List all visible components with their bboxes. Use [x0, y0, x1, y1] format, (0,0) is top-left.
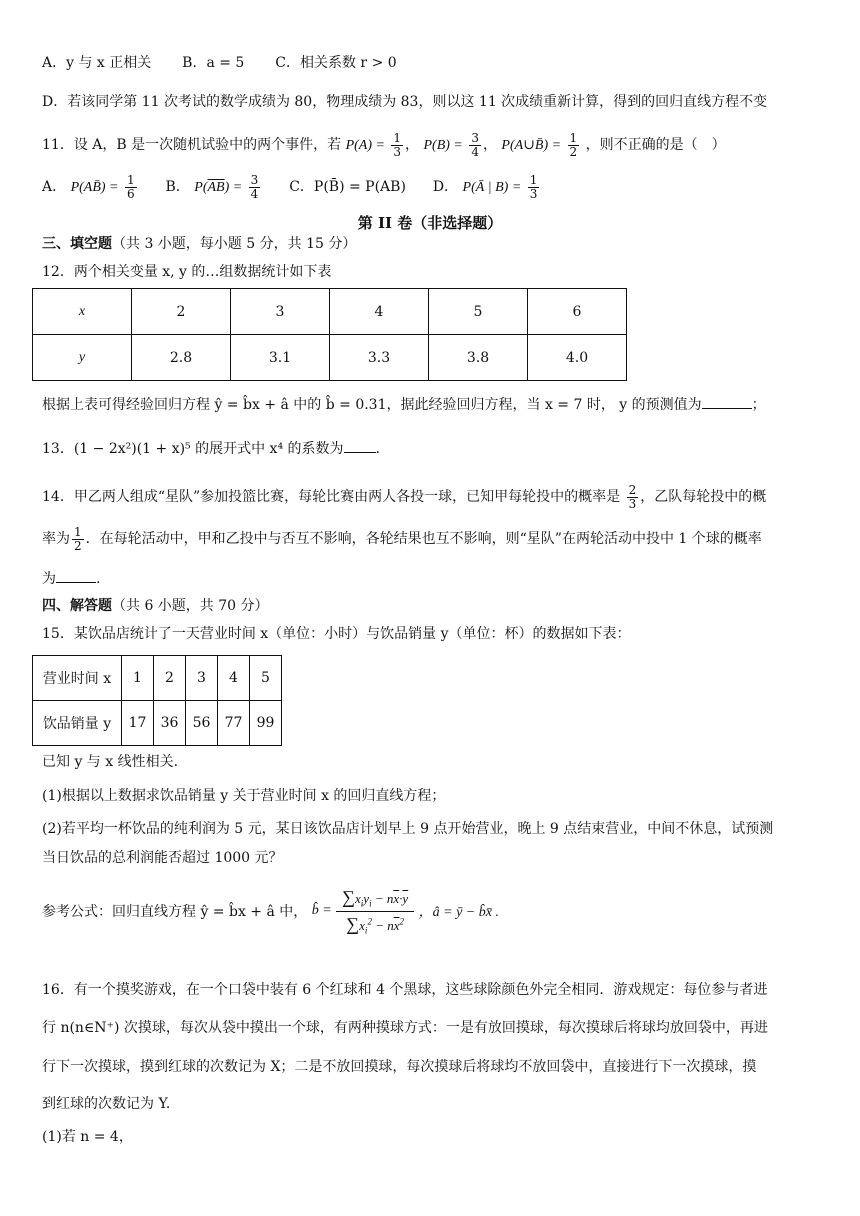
table-cell: 4: [330, 289, 429, 335]
table-cell: 2.8: [132, 335, 231, 381]
q14-answer-blank[interactable]: [56, 568, 96, 583]
table-cell: 1: [122, 656, 154, 701]
table-row: [33, 335, 627, 381]
q13-answer-blank[interactable]: [344, 438, 376, 453]
table-row: [33, 701, 282, 746]
q10-option-row: [42, 53, 397, 73]
q15-known: 已知 y 与 x 线性相关.: [42, 754, 179, 770]
table-cell: 2: [132, 289, 231, 335]
q12-text-tail: ；: [751, 397, 766, 413]
q13-text-body: 13．(1 − 2x²)(1 + x)⁵ 的展开式中 x⁴ 的系数为: [42, 441, 344, 457]
q10-option-c: C．相关系数 r > 0: [275, 55, 397, 71]
table-cell-y-label: y: [33, 335, 132, 381]
table-row: [33, 656, 282, 701]
q10-option-a: A．y 与 x 正相关: [42, 55, 152, 71]
q14-line-3-tail: .: [96, 571, 101, 587]
fill-section-label: 三、填空题: [42, 236, 112, 252]
q15-table: [32, 655, 282, 746]
table-cell: 17: [122, 701, 154, 746]
table-cell: 99: [250, 701, 282, 746]
table-cell-x-label: x: [33, 289, 132, 335]
q12-stem: 12．两个相关变量 x, y 的…组数据统计如下表: [42, 264, 332, 280]
q15-ref-text: 参考公式：回归直线方程 ŷ = b̂x + â 中，: [42, 904, 308, 921]
solve-section-note: （共 6 小题，共 70 分）: [112, 598, 269, 614]
table-cell: 4.0: [528, 335, 627, 381]
q14-frac-2-3: $\frac{2}{3}$: [628, 482, 637, 511]
table-cell: 6: [528, 289, 627, 335]
table-cell: 3: [231, 289, 330, 335]
table-cell: 36: [154, 701, 186, 746]
table-cell: 3.3: [330, 335, 429, 381]
q14-line-2-head: 率为: [42, 531, 70, 547]
q11-option-d-label: D．: [432, 179, 459, 195]
q11-frac-3-4: $\frac{3}{4}$: [471, 130, 479, 159]
q14-line-1: [42, 480, 766, 514]
q12-text-body: 根据上表可得经验回归方程 ŷ = b̂x + â 中的 b̂ = 0.31，据此经验回归方程，当 x = 7 时， y 的预测值为: [42, 397, 702, 413]
q11-stem: 11．设 A，B 是一次随机试验中的两个事件，若 P(A) = $\frac{1}{3}$ ， P(B) = $\frac{3}{4}$ ， P(A∪B̄) = $\frac{1}{2}$ ，则不正确的是（ ）: [42, 130, 726, 159]
q11-option-d-frac: $\frac{1}{3}$: [529, 172, 538, 201]
q14-line-2-text: ．在每轮活动中，甲和乙投中与否互不影响，各轮结果也互不影响，则“星队”在两轮活动中投中 1 个球的概率: [85, 531, 762, 547]
q11-frac-1-3: $\frac{1}{3}$: [393, 130, 402, 159]
table-cell: 3: [186, 656, 218, 701]
fill-section-note: （共 3 小题，每小题 5 分，共 15 分）: [112, 236, 357, 252]
q15-part-2-line-2: 当日饮品的总利润能否超过 1000 元？: [42, 850, 283, 866]
solve-section-header: [42, 596, 269, 616]
q11-option-a-expr: P(AB̄) =: [70, 180, 119, 195]
table-cell: 3.1: [231, 335, 330, 381]
q15-reference-formula: [42, 885, 499, 937]
q12-answer-blank[interactable]: [702, 394, 752, 409]
solve-section-label: 四、解答题: [42, 598, 112, 614]
q11-option-d-expr: P(Ā | B) =: [462, 180, 522, 195]
q16-part-1: (1)若 n = 4，: [42, 1129, 133, 1145]
q13-text-tail: .: [375, 441, 380, 457]
q11-p-b: P(B) =: [423, 138, 463, 153]
q13-text: [42, 438, 380, 459]
q12-table: [32, 288, 627, 381]
q10-option-d: D．若该同学第 11 次考试的数学成绩为 80，物理成绩为 83，则以这 11 次成绩重新计算，得到的回归直线方程不变: [42, 94, 768, 110]
q14-line-1-tail: ，乙队每轮投中的概: [640, 489, 767, 505]
q11-p-a: P(A) =: [345, 138, 385, 153]
q14-line-2: [42, 522, 762, 556]
q16-line-2: 行 n(n∈N⁺) 次摸球，每次从袋中摸出一个球，有两种摸球方式：一是有放回摸球，每次摸球后将球均放回袋中，再进: [42, 1020, 768, 1036]
q11-frac-1-2: $\frac{1}{2}$: [569, 130, 578, 159]
table-cell-x-label: 营业时间 x: [33, 656, 122, 701]
q11-option-b-label: B．: [165, 179, 190, 195]
q14-line-3-head: 为: [42, 571, 56, 587]
q11-option-a-label: A．: [42, 179, 67, 195]
q11-stem-text: 11．设 A，B 是一次随机试验中的两个事件，若: [42, 137, 342, 153]
q11-option-b-expr: $P(\overline{AB})$ =: [194, 180, 243, 195]
q14-frac-1-2: $\frac{1}{2}$: [74, 524, 82, 553]
q11-options: [42, 170, 541, 205]
q14-line-3: [42, 568, 100, 589]
table-cell: 56: [186, 701, 218, 746]
q14-line-1-text: 14．甲乙两人组成“星队”参加投篮比赛，每轮比赛由两人各投一球，已知甲每轮投中的概率是: [42, 489, 621, 505]
q15-stem: 15．某饮品店统计了一天营业时间 x（单位：小时）与饮品销量 y（单位：杯）的数据如下表：: [42, 626, 631, 642]
q10-option-b: B．a = 5: [182, 55, 245, 71]
fill-section-header: [42, 234, 356, 254]
table-cell: 5: [250, 656, 282, 701]
table-cell: 77: [218, 701, 250, 746]
q16-line-1: 16．有一个摸奖游戏，在一个口袋中装有 6 个红球和 4 个黑球，这些球除颜色外完全相同．游戏规定：每位参与者进: [42, 982, 768, 998]
q15-part-1: (1)根据以上数据求饮品销量 y 关于营业时间 x 的回归直线方程；: [42, 788, 446, 804]
q11-option-c: C．P(B̄) = P(AB): [289, 179, 406, 195]
table-cell: 3.8: [429, 335, 528, 381]
q11-option-a-frac: $\frac{1}{6}$: [126, 172, 135, 201]
q15-ref-b-fraction: $\frac{\sum x_iy_i - n\overline{x}\cdot\overline{y}}{\sum x_i^2 - n\overline{x}^2}$: [336, 885, 414, 937]
table-row: [33, 289, 627, 335]
q16-line-3: 行下一次摸球，摸到红球的次数记为 X；二是不放回摸球，每次摸球后将球均不放回袋中，直接进行下一次摸球，摸: [42, 1059, 757, 1075]
table-cell-y-label: 饮品销量 y: [33, 701, 122, 746]
q12-text: [42, 394, 766, 415]
q15-ref-a-formula: ，â = ȳ − b̂x̄ .: [418, 905, 499, 921]
q11-option-b-frac: $\frac{3}{4}$: [250, 172, 259, 201]
q11-stem-tail: ，则不正确的是（ ）: [585, 137, 726, 153]
table-cell: 4: [218, 656, 250, 701]
q11-p-union: P(A∪B̄) =: [501, 138, 562, 153]
section-2-title: 第 II 卷（非选择题）: [357, 214, 503, 232]
table-cell: 5: [429, 289, 528, 335]
q16-line-4: 到红球的次数记为 Y.: [42, 1096, 171, 1112]
q15-part-2-line-1: (2)若平均一杯饮品的纯利润为 5 元，某日该饮品店计划早上 9 点开始营业，晚上 9 点结束营业，中间不休息，试预测: [42, 821, 774, 837]
table-cell: 2: [154, 656, 186, 701]
q15-ref-b-symbol: b̂ =: [311, 903, 332, 919]
